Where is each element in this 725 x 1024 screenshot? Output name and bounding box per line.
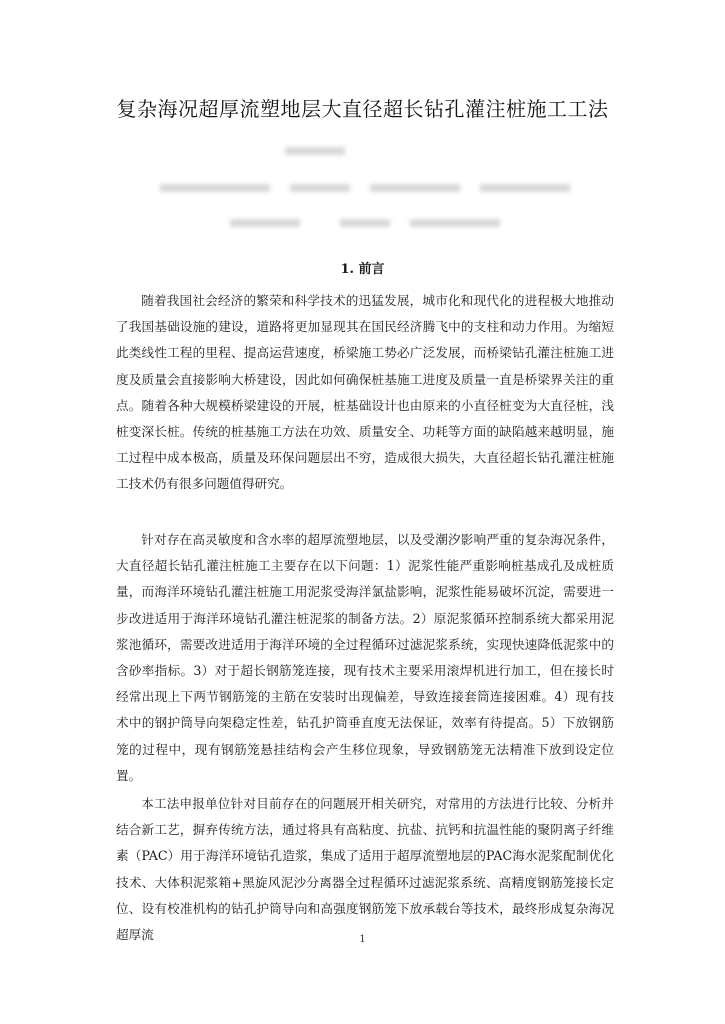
section-heading: 1. 前言 xyxy=(340,262,385,277)
blurred-author-line xyxy=(0,147,725,157)
blurred-address-line xyxy=(0,219,725,229)
blurred-affiliation-line xyxy=(0,184,725,194)
document-title: 复杂海况超厚流塑地层大直径超长钻孔灌注桩施工工法 xyxy=(116,97,609,121)
page-number: 1 xyxy=(359,934,366,945)
paragraph-2: 针对存在高灵敏度和含水率的超厚流塑地层，以及受潮汐影响严重的复杂海况条件，大直径超长钻孔灌注桩施工主要存在以下问题：1）泥浆性能严重影响桩基成孔及成桩质量，而海洋环境钻孔灌注桩施工用泥浆受海洋氯盐影响，泥浆性能易破坏沉淀，需要进一步改进适用于海洋环境钻孔灌注桩泥浆的制备方法。2）原泥浆循环控制系统大都采用泥浆池循环，需要改进适用于海洋环境的全过程循环过滤泥浆系统，实现快速降低泥浆中的含砂率指标。3）对于超长钢筋笼连接，现有技术主要采用滚焊机进行加工，但在接长时经常出现上下两节钢筋笼的主筋在安装时出现偏差，导致连接套筒连接困难。4）现有技术中的钢护筒导向架稳定性差，钻孔护筒垂直度无法保证，效率有待提高。5）下放钢筋笼的过程中，现有钢筋笼悬挂结构会产生移位现象，导致钢筋笼无法精准下放到设定位置。 xyxy=(116,532,614,783)
paragraph-3: 本工法申报单位针对目前存在的问题展开相关研究，对常用的方法进行比较、分析并结合新工艺，摒弃传统方法，通过将具有高粘度、抗盐、抗钙和抗温性能的聚阴离子纤维素（PAC）用于海洋环境钻孔造浆，集成了适用于超厚流塑地层的PAC海水泥浆配制优化技术、大体积泥浆箱+黑旋风泥沙分离器全过程循环过滤泥浆系统、高精度钢筋笼接长定位、设有校准机构的钻孔护筒导向和高强度钢筋笼下放承载台等技术，最终形成复杂海况超厚流 xyxy=(116,796,614,943)
paragraph-1: 随着我国社会经济的繁荣和科学技术的迅猛发展，城市化和现代化的进程极大地推动了我国基础设施的建设，道路将更加显现其在国民经济腾飞中的支柱和动力作用。为缩短此类线性工程的里程、提高运营速度，桥梁施工势必广泛发展，而桥梁钻孔灌注桩施工进度及质量会直接影响大桥建设，因此如何确保桩基施工进度及质量一直是桥梁界关注的重点。随着各种大规模桥梁建设的开展，桩基础设计也由原来的小直径桩变为大直径桩，浅桩变深长桩。传统的桩基施工方法在功效、质量安全、功耗等方面的缺陷越来越明显，施工过程中成本极高，质量及环保问题层出不穷，造成很大损失，大直径超长钻孔灌注桩施工技术仍有很多问题值得研究。 xyxy=(116,293,614,492)
